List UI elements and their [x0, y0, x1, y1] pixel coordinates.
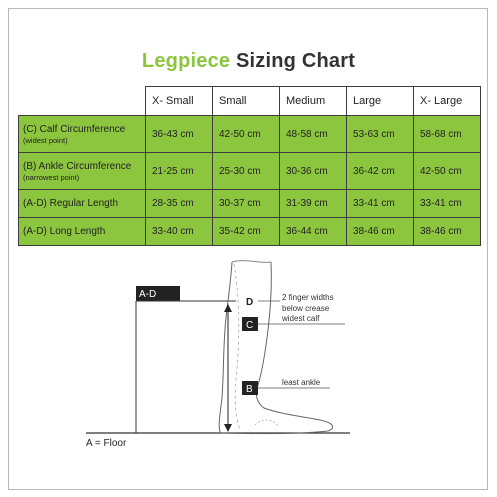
table-cell: 35-42 cm	[213, 218, 280, 246]
table-cell: 38-46 cm	[414, 218, 481, 246]
c-marker: C	[246, 320, 254, 331]
table-cell: 33-40 cm	[146, 218, 213, 246]
table-cell: 42-50 cm	[213, 116, 280, 153]
table-cell: 48-58 cm	[280, 116, 347, 153]
b-marker: B	[246, 384, 253, 395]
b-note: least ankle	[282, 378, 321, 387]
table-cell: 53-63 cm	[347, 116, 414, 153]
leg-top-outline	[232, 261, 271, 263]
title-text: Sizing Chart	[236, 50, 356, 72]
table-cell: 36-44 cm	[280, 218, 347, 246]
table-cell: 36-42 cm	[347, 153, 414, 190]
d-note-line1: 2 finger widths	[282, 293, 334, 302]
d-marker: D	[246, 297, 254, 308]
heel-dashed	[255, 420, 278, 426]
leg-back-outline	[219, 262, 232, 432]
table-cell: 38-46 cm	[347, 218, 414, 246]
column-header: X- Large	[414, 87, 481, 116]
title-brand: Legpiece	[141, 50, 231, 72]
column-header: Large	[347, 87, 414, 116]
row-label-text: (B) Ankle Circumference	[23, 160, 132, 172]
column-header: X- Small	[146, 87, 213, 116]
row-sublabel: (widest point)	[23, 135, 68, 145]
arrow-down-icon	[224, 424, 232, 432]
c-note: widest calf	[282, 314, 320, 323]
floor-label: A = Floor	[86, 438, 127, 449]
arrow-up-icon	[224, 304, 232, 312]
table-cell: 21-25 cm	[146, 153, 213, 190]
column-header: Medium	[280, 87, 347, 116]
table-cell: 31-39 cm	[280, 190, 347, 218]
table-cell: 36-43 cm	[146, 116, 213, 153]
row-label-text: (A-D) Regular Length	[23, 197, 119, 209]
d-note-line2: below crease	[282, 304, 330, 313]
column-header: Small	[213, 87, 280, 116]
leg-measure-dashed	[234, 264, 240, 430]
ad-label: A-D	[139, 289, 157, 300]
row-sublabel: (narrowest point)	[23, 172, 80, 182]
row-label-text: (A-D) Long Length	[23, 225, 106, 237]
table-cell: 25-30 cm	[213, 153, 280, 190]
row-label-text: (C) Calf Circumference	[23, 123, 126, 135]
table-cell: 30-36 cm	[280, 153, 347, 190]
table-cell: 33-41 cm	[414, 190, 481, 218]
table-cell: 58-68 cm	[414, 116, 481, 153]
table-cell: 33-41 cm	[347, 190, 414, 218]
table-cell: 42-50 cm	[414, 153, 481, 190]
table-cell: 28-35 cm	[146, 190, 213, 218]
table-cell: 30-37 cm	[213, 190, 280, 218]
